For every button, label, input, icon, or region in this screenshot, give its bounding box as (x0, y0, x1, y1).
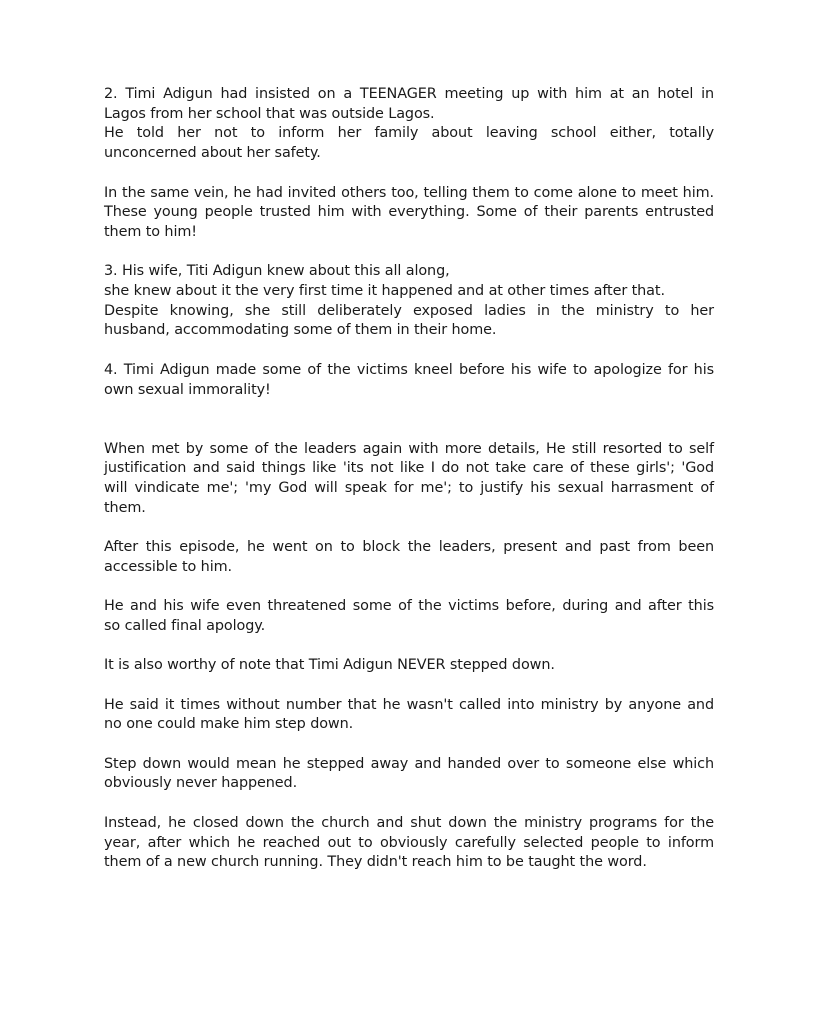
text-line: husband, accommodating some of them in their home. (104, 322, 497, 339)
text-line: so called final apology. (104, 617, 266, 634)
text-line: He and his wife even threatened some of the victims before, during and after this (104, 598, 714, 615)
text-line: them of a new church running. They didn't reach him to be taught the word. (104, 854, 647, 871)
text-line: He said it times without number that he wasn't called into ministry by anyone and (104, 696, 714, 713)
paragraph-never-stepped-down (104, 656, 714, 676)
text-line: 4. Timi Adigun made some of the victims kneel before his wife to apologize for his (104, 361, 714, 378)
document-body (104, 85, 714, 873)
text-line: 2. Timi Adigun had insisted on a TEENAGER meeting up with him at an hotel in (104, 86, 714, 102)
text-line: It is also worthy of note that Timi Adigun NEVER stepped down. (104, 657, 555, 674)
text-line: Lagos from her school that was outside Lagos. (104, 105, 435, 122)
text-line: she knew about it the very first time it happened and at other times after that. (104, 283, 665, 299)
text-line: Step down would mean he stepped away and handed over to someone else which (104, 755, 714, 772)
paragraph-victims-kneel (104, 361, 714, 400)
text-line: them. (104, 499, 146, 516)
text-line: own sexual immorality! (104, 381, 271, 398)
text-line: Instead, he closed down the church and shut down the ministry programs for the (104, 814, 714, 831)
text-line: no one could make him step down. (104, 716, 354, 733)
text-line: 3. His wife, Titi Adigun knew about this all along, (104, 263, 450, 280)
text-line: obviously never happened. (104, 775, 298, 792)
text-line: will vindicate me'; 'my God will speak for me'; to justify his sexual harrasment of (104, 480, 714, 496)
paragraph-teenager-meeting (104, 85, 714, 164)
paragraph-not-called (104, 696, 714, 735)
paragraph-invited-others (104, 184, 714, 243)
text-line: In the same vein, he had invited others too, telling them to come alone to meet him. (104, 184, 714, 201)
paragraph-closed-church (104, 814, 714, 873)
paragraph-wife-knew (104, 262, 714, 341)
paragraph-step-down-meaning (104, 755, 714, 794)
text-line: accessible to him. (104, 558, 232, 575)
text-line: them to him! (104, 223, 197, 240)
text-line: When met by some of the leaders again with more details, He still resorted to self (104, 440, 714, 457)
text-line: justification and said things like 'its not like I do not take care of these girls'; 'God (104, 460, 714, 477)
paragraph-threatened-victims (104, 597, 714, 636)
text-line: year, after which he reached out to obviously carefully selected people to inform (104, 834, 714, 851)
text-line: These young people trusted him with everything. Some of their parents entrusted (104, 204, 714, 221)
text-line: Despite knowing, she still deliberately exposed ladies in the ministry to her (104, 302, 714, 319)
paragraph-blocked-leaders (104, 538, 714, 577)
text-line: unconcerned about her safety. (104, 145, 321, 162)
text-line: He told her not to inform her family about leaving school either, totally (104, 125, 714, 142)
paragraph-self-justification (104, 440, 714, 519)
text-line: After this episode, he went on to block the leaders, present and past from been (104, 539, 714, 556)
